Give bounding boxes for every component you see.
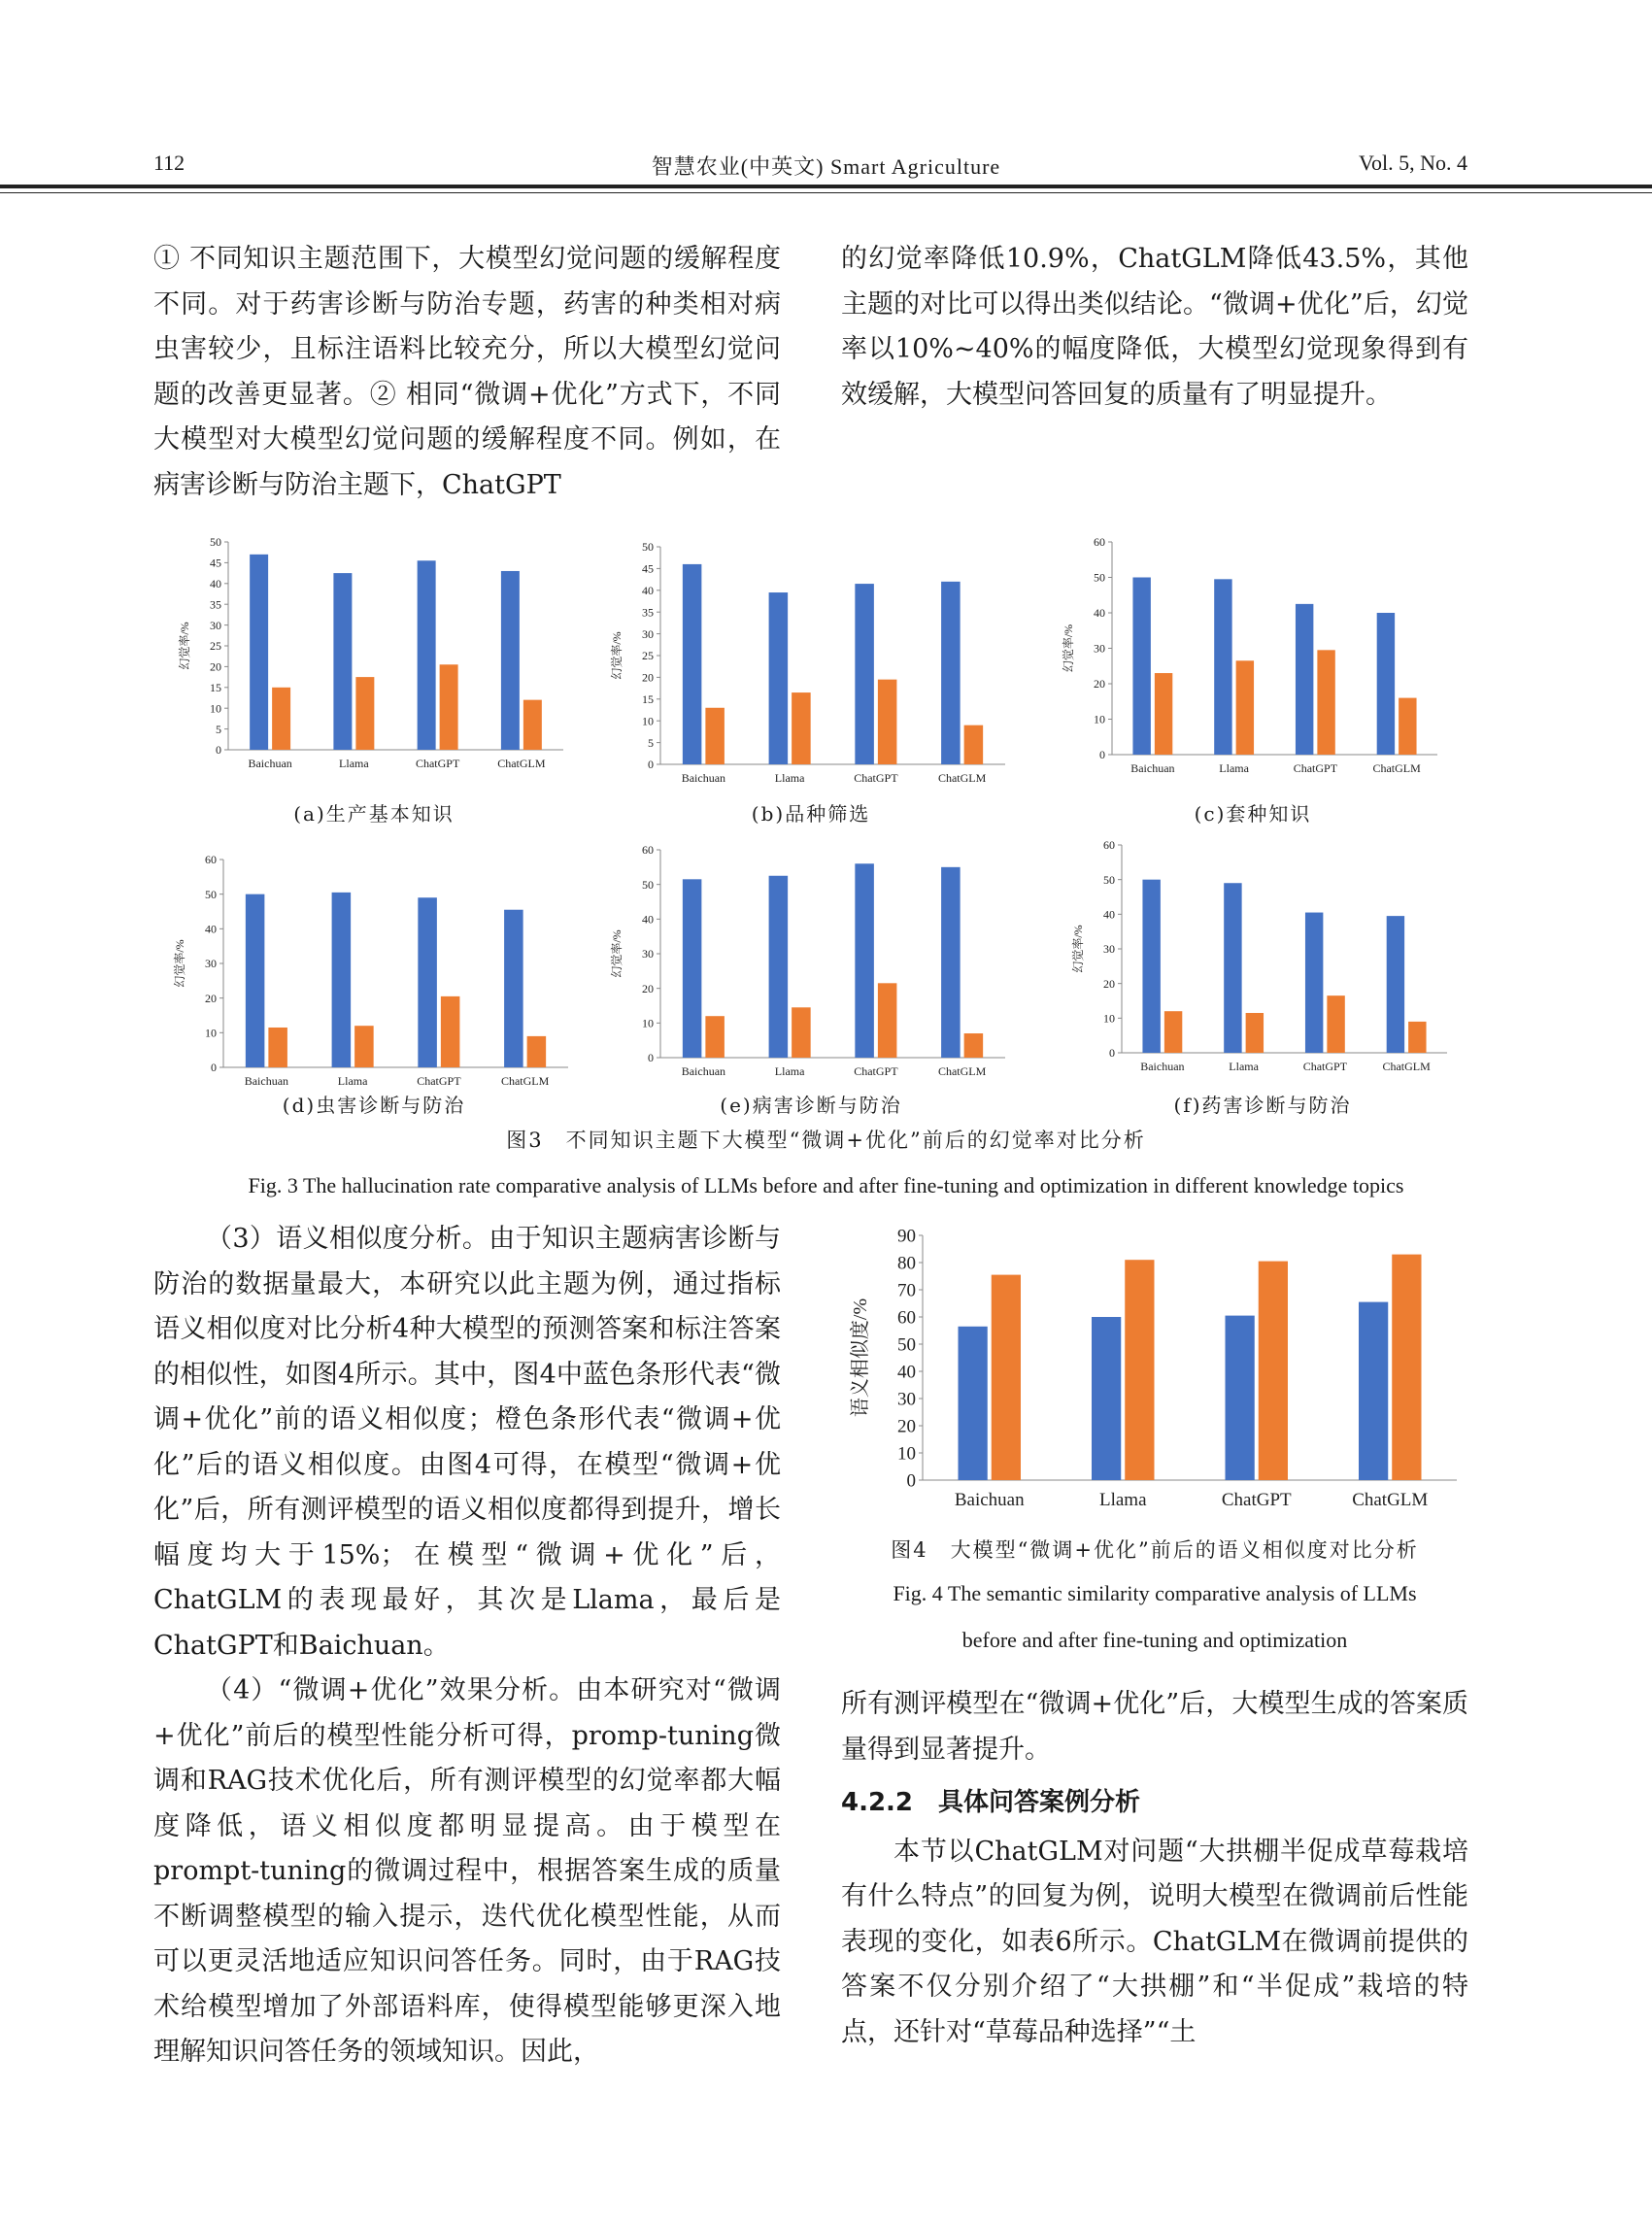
x-tick-label: Llama: [774, 771, 805, 785]
y-tick-label: 0: [1109, 1046, 1115, 1061]
y-tick-label: 0: [1099, 748, 1105, 762]
x-tick-label: ChatGLM: [1382, 1060, 1431, 1073]
bar-before: [941, 867, 961, 1058]
y-axis-label: 幻觉率/%: [610, 631, 624, 680]
y-tick-label: 25: [642, 649, 654, 663]
y-tick-label: 30: [210, 618, 221, 632]
y-tick-label: 50: [1094, 570, 1105, 585]
y-tick-label: 40: [642, 912, 654, 927]
bar-before: [418, 897, 437, 1067]
y-tick-label: 30: [897, 1389, 916, 1410]
right-column-top: [841, 237, 1468, 418]
chart-svg: [175, 532, 573, 775]
y-tick-label: 10: [205, 1026, 217, 1040]
bar-before: [683, 564, 702, 764]
bar-before: [1226, 1316, 1255, 1480]
y-tick-label: 10: [1103, 1011, 1115, 1026]
bar-before: [683, 879, 702, 1058]
bar-before: [1377, 613, 1395, 755]
x-tick-label: Baichuan: [1140, 1060, 1185, 1073]
bar-after: [1392, 1255, 1421, 1480]
x-tick-label: Llama: [1219, 761, 1249, 775]
y-tick-label: 50: [205, 887, 217, 901]
bar-after: [1399, 698, 1416, 755]
chart-d-caption: (d)虫害诊断与防治: [282, 1094, 466, 1117]
y-tick-label: 30: [642, 947, 654, 961]
y-tick-label: 30: [1094, 641, 1105, 656]
paragraph-semantic-analysis: （3）语义相似度分析。由于知识主题病害诊断与防治的数据量最大，本研究以此主题为例，通过指标语义相似度对比分析4种大模型的预测答案和标注答案的相似性，如图4所示。其中，图4中蓝色条形代表“微调+优化”前的语义相似度；橙色条形代表“微调+优化”后的语义相似度。由图4可得，在模型“微调+优化”后，所有测评模型的语义相似度都得到提升，增长幅度均大于15%；在模型“微调+优化”后，ChatGLM的表现最好，其次是Llama，最后是ChatGPT和Baichuan。: [153, 1224, 781, 1661]
bar-after: [354, 1026, 374, 1067]
chart-svg: [845, 1226, 1467, 1517]
y-tick-label: 15: [210, 681, 221, 694]
x-tick-label: ChatGPT: [1221, 1490, 1292, 1510]
bar-after: [440, 664, 458, 750]
bar-before: [941, 582, 961, 764]
bar-before: [1305, 913, 1323, 1053]
bar-after: [1246, 1013, 1264, 1053]
chart-c: [1059, 532, 1447, 780]
x-tick-label: ChatGPT: [854, 1064, 898, 1078]
y-tick-label: 50: [642, 877, 654, 892]
section-heading-4-2-2: 4.2.2 具体问答案例分析: [841, 1788, 1141, 1817]
bar-after: [1408, 1022, 1426, 1053]
bar-before: [1359, 1302, 1388, 1480]
chart-c-caption: (c)套种知识: [1194, 802, 1312, 826]
chart-svg: [170, 850, 578, 1093]
x-tick-label: Llama: [339, 757, 369, 770]
fig4-caption-en-2: before and after fine-tuning and optimization: [961, 1628, 1348, 1652]
bar-after: [268, 1028, 287, 1067]
x-tick-label: ChatGPT: [1302, 1060, 1348, 1073]
y-tick-label: 20: [210, 659, 221, 674]
left-column-bottom: [153, 1217, 781, 2075]
paragraph-effect-analysis: （4）“微调+优化”效果分析。由本研究对“微调+优化”前后的模型性能分析可得，promp-tuning微调和RAG技术优化后，所有测评模型的幻觉率都大幅度降低，语义相似度都明显提高。由于模型在prompt-tuning的微调过程中，根据答案生成的质量不断调整模型的输入提示，迭代优化模型性能，从而可以更灵活地适应知识问答任务。同时，由于RAG技术给模型增加了外部语料库，使得模型能够更深入地理解知识问答任务的领域知识。因此，: [153, 1675, 781, 2067]
x-tick-label: ChatGLM: [1372, 761, 1421, 775]
y-tick-label: 60: [1103, 838, 1115, 853]
y-tick-label: 30: [642, 626, 654, 641]
y-tick-label: 20: [1103, 976, 1115, 991]
bar-before: [1214, 579, 1231, 755]
y-tick-label: 5: [216, 722, 221, 736]
bar-after: [992, 1275, 1021, 1480]
chart-f: [1068, 835, 1457, 1078]
bar-before: [1142, 880, 1160, 1053]
x-tick-label: ChatGPT: [854, 771, 898, 785]
paragraph-findings-cont: 的幻觉率降低10.9%，ChatGLM降低43.5%，其他主题的对比可以得出类似结论。“微调+优化”后，幻觉率以10%~40%的幅度降低，大模型幻觉现象得到有效缓解，大模型问答回复的质量有了明显提升。: [841, 244, 1468, 410]
y-tick-label: 40: [210, 577, 221, 590]
y-tick-label: 60: [205, 853, 217, 867]
y-tick-label: 0: [648, 1051, 654, 1065]
x-tick-label: ChatGLM: [497, 757, 546, 770]
y-tick-label: 20: [205, 991, 217, 1005]
bar-before: [1387, 916, 1404, 1053]
x-tick-label: Llama: [337, 1074, 368, 1088]
volume-info: Vol. 5, No. 4: [1358, 151, 1467, 175]
bar-before: [769, 876, 789, 1058]
y-axis-label: 幻觉率/%: [178, 622, 191, 670]
y-tick-label: 0: [216, 743, 221, 758]
chart-b: [607, 537, 1015, 790]
header-rule-thick: [0, 185, 1652, 188]
y-tick-label: 20: [1094, 677, 1105, 691]
chart-semantic-similarity: [845, 1226, 1467, 1517]
y-tick-label: 80: [897, 1253, 916, 1274]
x-tick-label: ChatGLM: [937, 1064, 987, 1078]
bar-after: [527, 1036, 547, 1067]
y-tick-label: 10: [897, 1443, 916, 1465]
y-tick-label: 50: [210, 535, 221, 550]
header-rule-thin: [0, 192, 1652, 193]
y-tick-label: 35: [642, 605, 654, 620]
y-tick-label: 90: [897, 1226, 916, 1247]
y-tick-label: 60: [1094, 535, 1105, 550]
paragraph-effect-cont: 所有测评模型在“微调+优化”后，大模型生成的答案质量得到显著提升。: [841, 1689, 1468, 1765]
bar-after: [1259, 1262, 1288, 1480]
y-tick-label: 0: [211, 1061, 217, 1075]
y-tick-label: 40: [897, 1362, 916, 1383]
bar-after: [792, 692, 811, 764]
bar-after: [878, 983, 897, 1058]
y-tick-label: 40: [1094, 606, 1105, 621]
bar-before: [1224, 883, 1241, 1053]
y-tick-label: 25: [210, 639, 221, 654]
left-column-top: [153, 237, 781, 508]
chart-svg: [1068, 835, 1457, 1078]
y-axis-label: 幻觉率/%: [1071, 925, 1085, 973]
bar-after: [441, 996, 460, 1067]
fig4-caption-en-1: Fig. 4 The semantic similarity comparative analysis of LLMs: [893, 1581, 1417, 1605]
x-tick-label: Baichuan: [681, 1064, 726, 1078]
bar-before: [1092, 1317, 1121, 1480]
y-tick-label: 70: [897, 1280, 916, 1301]
x-tick-label: Baichuan: [681, 771, 726, 785]
x-tick-label: ChatGLM: [1352, 1490, 1429, 1510]
bar-after: [1236, 660, 1254, 755]
bar-before: [855, 863, 874, 1058]
bar-before: [246, 894, 265, 1067]
fig3-caption-en: Fig. 3 The hallucination rate comparative analysis of LLMs before and after fine-tuning and optimization in different knowledge topics: [248, 1173, 1404, 1197]
bar-after: [272, 688, 290, 750]
bar-after: [705, 1016, 725, 1058]
y-tick-label: 5: [648, 735, 654, 750]
bar-before: [959, 1327, 988, 1480]
x-tick-label: Baichuan: [244, 1074, 289, 1088]
y-tick-label: 40: [205, 922, 217, 936]
y-tick-label: 40: [1103, 907, 1115, 922]
chart-d: [170, 850, 578, 1093]
y-tick-label: 10: [210, 701, 221, 716]
y-tick-label: 50: [642, 540, 654, 555]
bar-after: [1327, 995, 1344, 1053]
x-tick-label: ChatGLM: [500, 1074, 550, 1088]
bar-after: [964, 1033, 984, 1058]
y-axis-label: 幻觉率/%: [610, 929, 624, 978]
y-tick-label: 15: [642, 692, 654, 706]
bar-before: [332, 893, 352, 1067]
x-tick-label: ChatGPT: [417, 1074, 461, 1088]
x-tick-label: Baichuan: [954, 1490, 1025, 1510]
bar-after: [878, 680, 897, 764]
y-tick-label: 0: [906, 1470, 916, 1492]
bar-before: [418, 560, 436, 750]
y-tick-label: 30: [1103, 942, 1115, 957]
bar-before: [769, 592, 789, 764]
y-tick-label: 30: [205, 957, 217, 971]
bar-after: [1155, 673, 1172, 755]
bar-before: [504, 910, 523, 1067]
y-axis-label: 幻觉率/%: [173, 939, 186, 988]
x-tick-label: Llama: [774, 1064, 805, 1078]
chart-a: [175, 532, 573, 775]
y-tick-label: 50: [897, 1334, 916, 1356]
y-tick-label: 50: [1103, 872, 1115, 887]
y-tick-label: 20: [642, 670, 654, 685]
fig4-caption-cn: 图4 大模型“微调+优化”前后的语义相似度对比分析: [891, 1538, 1419, 1562]
x-tick-label: Baichuan: [248, 757, 292, 770]
right-column-bottom: [841, 1682, 1468, 2055]
x-tick-label: Baichuan: [1130, 761, 1175, 775]
bar-before: [333, 573, 352, 750]
y-axis-label: 语义相似度/%: [850, 1298, 871, 1418]
paragraph-case-study: 本节以ChatGLM对问题“大拱棚半促成草莓栽培有什么特点”的回复为例，说明大模型在微调前后性能表现的变化，如表6所示。ChatGLM在微调前提供的答案不仅分别介绍了“大拱棚”和“半促成”栽培的特点，还针对“草莓品种选择”“土: [841, 1836, 1468, 2047]
y-tick-label: 10: [642, 1016, 654, 1030]
y-tick-label: 0: [648, 758, 654, 772]
y-tick-label: 60: [897, 1307, 916, 1329]
y-tick-label: 45: [642, 561, 654, 576]
chart-e-caption: (e)病害诊断与防治: [720, 1094, 902, 1117]
bar-before: [1132, 578, 1150, 756]
chart-svg: [1059, 532, 1447, 780]
page-number: 112: [153, 151, 185, 175]
bar-after: [705, 708, 725, 764]
chart-svg: [607, 840, 1015, 1083]
x-tick-label: Llama: [1098, 1490, 1147, 1510]
y-tick-label: 45: [210, 556, 221, 570]
y-tick-label: 10: [642, 714, 654, 728]
chart-b-caption: (b)品种筛选: [751, 802, 871, 826]
x-tick-label: ChatGPT: [415, 757, 460, 770]
chart-a-caption: (a)生产基本知识: [293, 802, 455, 826]
bar-before: [250, 555, 268, 750]
y-tick-label: 35: [210, 597, 221, 612]
bar-after: [355, 677, 374, 750]
bar-after: [1125, 1260, 1154, 1480]
bar-before: [1296, 604, 1313, 755]
bar-before: [501, 571, 520, 750]
y-tick-label: 60: [642, 843, 654, 858]
bar-before: [855, 584, 874, 764]
bar-after: [1164, 1011, 1182, 1053]
fig3-caption-cn: 图3 不同知识主题下大模型“微调+优化”前后的幻觉率对比分析: [506, 1129, 1146, 1152]
y-tick-label: 10: [1094, 712, 1105, 726]
bar-after: [964, 725, 984, 764]
chart-e: [607, 840, 1015, 1083]
journal-title: 智慧农业(中英文) Smart Agriculture: [651, 154, 1001, 179]
x-tick-label: Llama: [1229, 1060, 1259, 1073]
y-tick-label: 20: [642, 981, 654, 995]
bar-after: [792, 1007, 811, 1058]
x-tick-label: ChatGLM: [937, 771, 987, 785]
paragraph-findings: ① 不同知识主题范围下，大模型幻觉问题的缓解程度不同。对于药害诊断与防治专题，药害的种类相对病虫害较少，且标注语料比较充分，所以大模型幻觉问题的改善更显著。② 相同“微调+优化”方式下，不同大模型对大模型幻觉问题的缓解程度不同。例如，在病害诊断与防治主题下，ChatGPT: [153, 244, 781, 500]
bar-after: [1317, 650, 1334, 755]
y-tick-label: 20: [897, 1416, 916, 1437]
chart-f-caption: (f)药害诊断与防治: [1173, 1094, 1352, 1117]
x-tick-label: ChatGPT: [1293, 761, 1338, 775]
y-tick-label: 40: [642, 584, 654, 597]
bar-after: [523, 700, 542, 750]
chart-svg: [607, 537, 1015, 790]
y-axis-label: 幻觉率/%: [1062, 624, 1075, 673]
